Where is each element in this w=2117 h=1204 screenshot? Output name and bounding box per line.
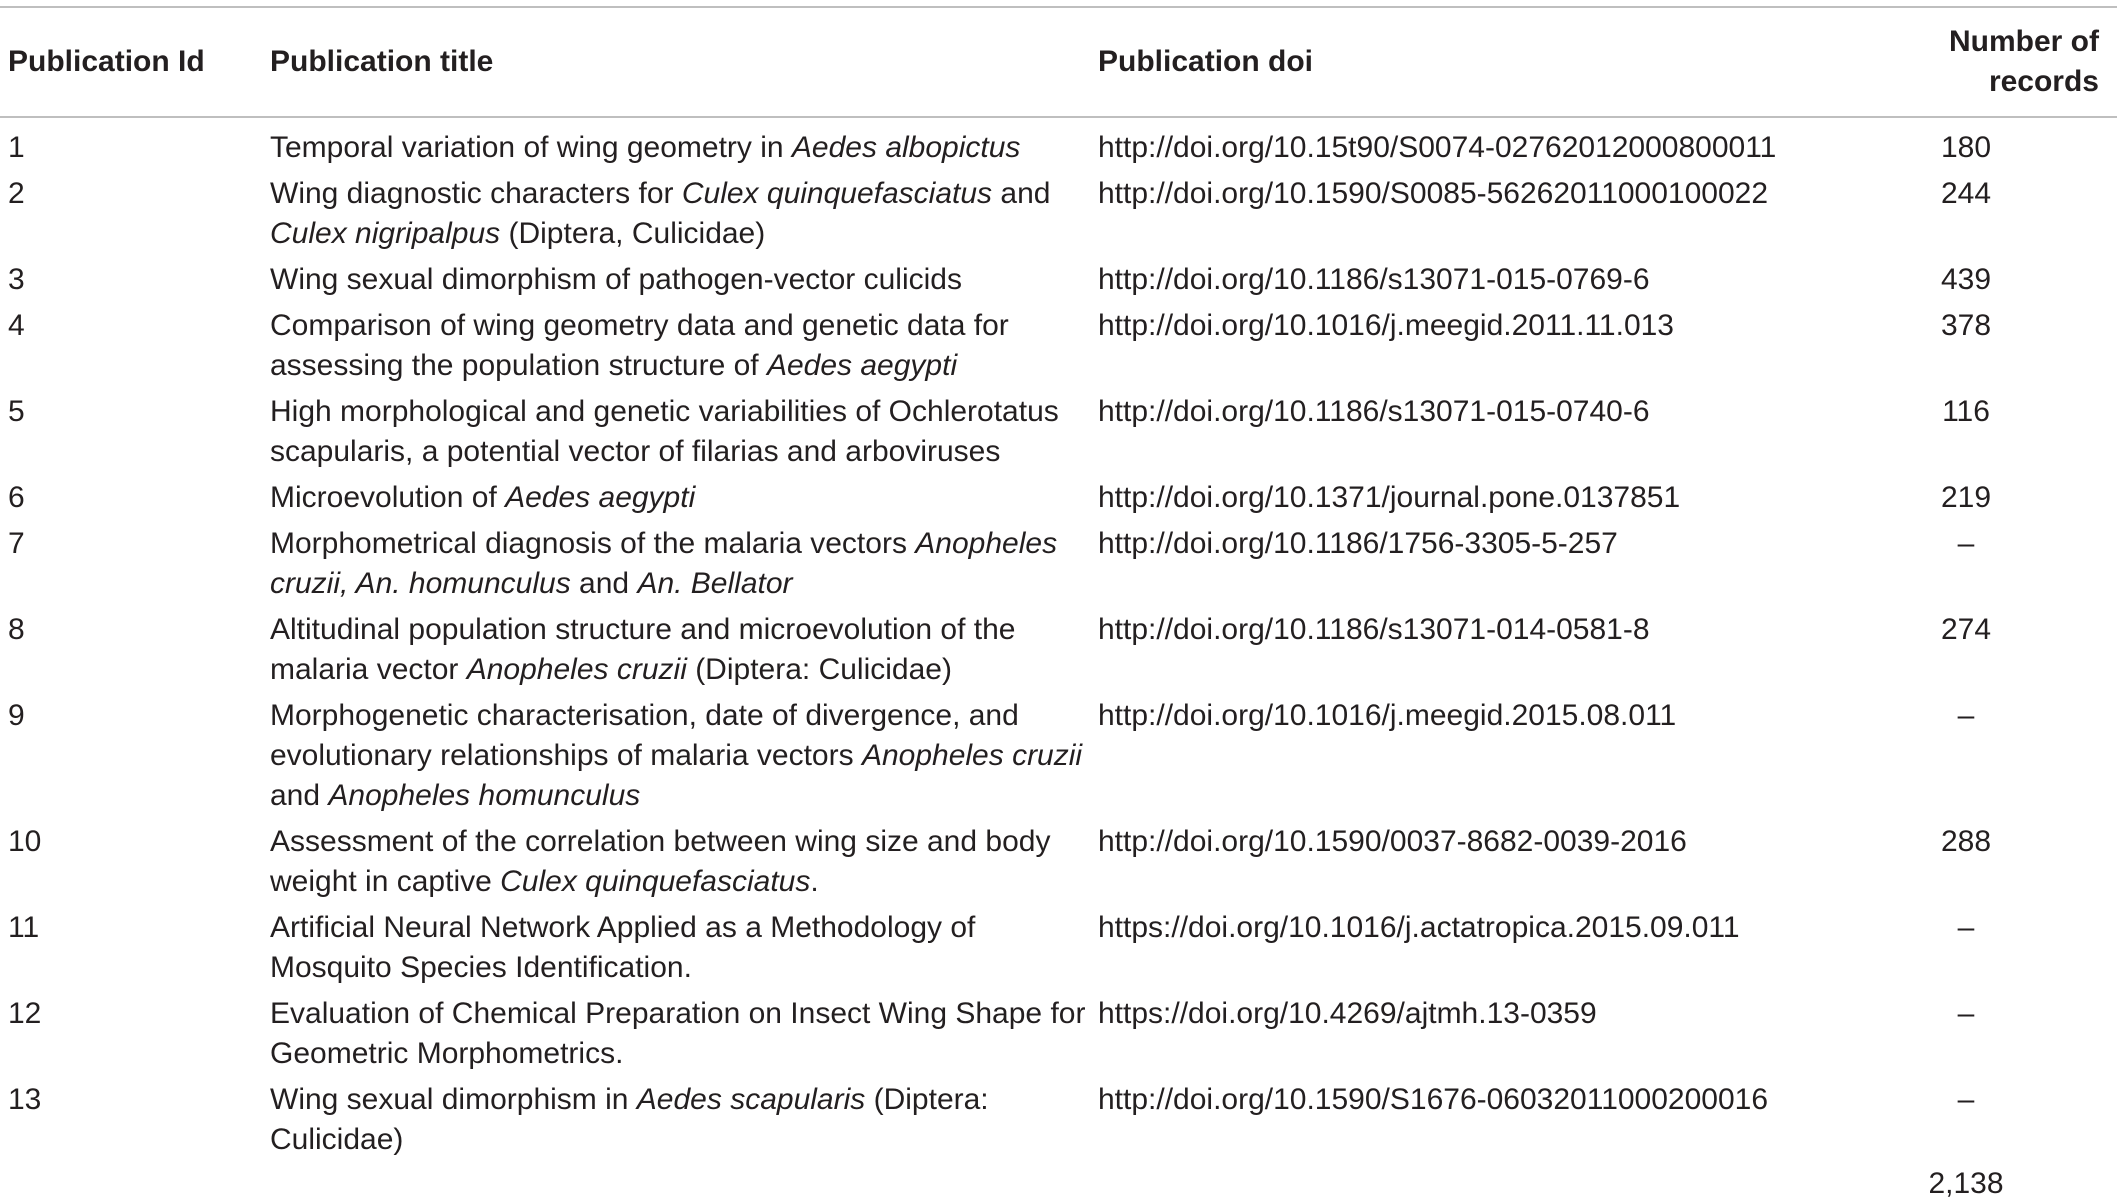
- cell-publication-doi: https://doi.org/10.4269/ajtmh.13-0359: [1098, 997, 1597, 1030]
- title-species-name: An. Bellator: [637, 567, 793, 600]
- publications-table: [0, 6, 2117, 1204]
- title-text: Morphometrical diagnosis of the malaria vectors: [270, 527, 916, 560]
- cell-publication-title: [262, 988, 1090, 1074]
- cell-publication-title: [262, 902, 1090, 988]
- cell-publication-title: [262, 816, 1090, 902]
- cell-number-of-records: –: [1957, 699, 1975, 732]
- cell-number-of-records: 439: [1940, 263, 1992, 296]
- cell-publication-id: 13: [8, 1083, 42, 1116]
- title-species-name: Aedes albopictus: [791, 131, 1021, 164]
- total-row: [0, 1160, 2117, 1204]
- cell-number-of-records: 219: [1940, 481, 1992, 514]
- cell-number-of-records: 274: [1940, 613, 1992, 646]
- total-records: 2,138: [1928, 1167, 2004, 1200]
- cell-publication-id: 10: [8, 825, 42, 858]
- table-row: [0, 300, 2117, 386]
- title-species-name: Anopheles cruzii: [861, 739, 1083, 772]
- title-text: Temporal variation of wing geometry in: [270, 131, 792, 164]
- cell-publication-doi: http://doi.org/10.1590/S1676-06032011000200016: [1098, 1083, 1769, 1116]
- cell-number-of-records: –: [1957, 911, 1975, 944]
- cell-publication-doi: http://doi.org/10.1186/s13071-014-0581-8: [1098, 613, 1650, 646]
- total-empty-cell: [262, 1160, 1090, 1204]
- cell-number-of-records: –: [1957, 527, 1975, 560]
- header-publication-id: Publication Id: [8, 45, 205, 78]
- cell-publication-title: [262, 518, 1090, 604]
- cell-number-of-records: 378: [1940, 309, 1992, 342]
- header-publication-doi: Publication doi: [1098, 45, 1313, 78]
- cell-publication-title: [262, 254, 1090, 300]
- cell-publication-doi: http://doi.org/10.15t90/S0074-02762012000800011: [1098, 131, 1777, 164]
- title-text: Wing sexual dimorphism in: [270, 1083, 637, 1116]
- table-row: [0, 816, 2117, 902]
- cell-publication-doi: http://doi.org/10.1186/s13071-015-0769-6: [1098, 263, 1650, 296]
- title-text: (Diptera: Culicidae): [270, 1083, 989, 1156]
- cell-publication-title: [262, 1074, 1090, 1160]
- title-text: and: [992, 177, 1051, 210]
- cell-publication-id: 1: [8, 131, 25, 164]
- title-text: Altitudinal population structure and microevolution of the malaria vector: [270, 613, 1016, 686]
- cell-publication-doi: https://doi.org/10.1016/j.actatropica.2015.09.011: [1098, 911, 1740, 944]
- title-text: Comparison of wing geometry data and genetic data for assessing the population structure of: [270, 309, 1009, 382]
- title-text: Assessment of the correlation between wing size and body weight in captive: [270, 825, 1051, 898]
- cell-publication-doi: http://doi.org/10.1186/s13071-015-0740-6: [1098, 395, 1650, 428]
- cell-publication-doi: http://doi.org/10.1186/1756-3305-5-257: [1098, 527, 1618, 560]
- title-text: and: [270, 779, 329, 812]
- title-text: (Diptera: Culicidae): [686, 653, 952, 686]
- total-empty-cell: [0, 1160, 262, 1204]
- cell-publication-id: 11: [8, 911, 40, 944]
- header-row: [0, 7, 2117, 117]
- table-row: [0, 254, 2117, 300]
- cell-number-of-records: 288: [1940, 825, 1992, 858]
- table-row: [0, 1074, 2117, 1160]
- title-species-name: Anopheles homunculus: [328, 779, 641, 812]
- table-row: [0, 902, 2117, 988]
- title-text: Morphogenetic characterisation, date of divergence, and evolutionary relationships of malaria vectors: [270, 699, 1019, 772]
- title-text: Artificial Neural Network Applied as a Methodology of Mosquito Species Identification.: [270, 911, 976, 984]
- table-row: [0, 690, 2117, 816]
- table-row: [0, 117, 2117, 168]
- cell-publication-doi: http://doi.org/10.1371/journal.pone.0137851: [1098, 481, 1681, 514]
- table-row: [0, 472, 2117, 518]
- title-species-name: Culex quinquefasciatus: [500, 865, 811, 898]
- cell-publication-id: 3: [8, 263, 25, 296]
- title-text: High morphological and genetic variabilities of Ochlerotatus scapularis, a potential vector of filarias and arboviruses: [270, 395, 1059, 468]
- title-text: Wing diagnostic characters for: [270, 177, 682, 210]
- cell-publication-id: 8: [8, 613, 25, 646]
- title-species-name: Aedes aegypti: [505, 481, 696, 514]
- cell-publication-id: 5: [8, 395, 25, 428]
- cell-number-of-records: 180: [1940, 131, 1992, 164]
- table-row: [0, 604, 2117, 690]
- title-text: Microevolution of: [270, 481, 506, 514]
- cell-publication-doi: http://doi.org/10.1016/j.meegid.2011.11.013: [1098, 309, 1674, 342]
- table-body: [0, 117, 2117, 1204]
- cell-number-of-records: 244: [1940, 177, 1992, 210]
- title-text: (Diptera, Culicidae): [500, 217, 766, 250]
- title-text: Wing sexual dimorphism of pathogen-vector culicids: [270, 263, 962, 296]
- cell-publication-doi: http://doi.org/10.1590/0037-8682-0039-2016: [1098, 825, 1687, 858]
- cell-publication-title: [262, 472, 1090, 518]
- cell-publication-id: 12: [8, 997, 42, 1030]
- table-row: [0, 168, 2117, 254]
- table-header: [0, 7, 2117, 117]
- cell-publication-id: 9: [8, 699, 25, 732]
- cell-number-of-records: 116: [1942, 395, 1990, 428]
- header-number-of-records: Number of records: [1949, 25, 2099, 98]
- title-species-name: Anopheles cruzii, An. homunculus: [270, 527, 1058, 600]
- cell-publication-title: [262, 690, 1090, 816]
- title-text: and: [570, 567, 638, 600]
- cell-publication-id: 7: [8, 527, 25, 560]
- title-species-name: Aedes scapularis: [636, 1083, 866, 1116]
- title-species-name: Culex nigripalpus: [270, 217, 501, 250]
- header-publication-title: Publication title: [270, 45, 494, 78]
- cell-publication-title: [262, 117, 1090, 168]
- table-row: [0, 988, 2117, 1074]
- title-species-name: Anopheles cruzii: [466, 653, 687, 686]
- cell-number-of-records: –: [1957, 997, 1975, 1030]
- cell-publication-id: 4: [8, 309, 25, 342]
- cell-publication-title: [262, 168, 1090, 254]
- cell-publication-id: 6: [8, 481, 25, 514]
- cell-publication-id: 2: [8, 177, 25, 210]
- cell-publication-doi: http://doi.org/10.1590/S0085-56262011000100022: [1098, 177, 1769, 210]
- total-empty-cell: [1090, 1160, 1855, 1204]
- cell-number-of-records: –: [1957, 1083, 1975, 1116]
- title-species-name: Aedes aegypti: [766, 349, 958, 382]
- title-species-name: Culex quinquefasciatus: [681, 177, 993, 210]
- title-text: .: [810, 865, 819, 898]
- table-row: [0, 386, 2117, 472]
- cell-publication-title: [262, 386, 1090, 472]
- cell-publication-title: [262, 300, 1090, 386]
- table-row: [0, 518, 2117, 604]
- cell-publication-title: [262, 604, 1090, 690]
- cell-publication-doi: http://doi.org/10.1016/j.meegid.2015.08.011: [1098, 699, 1677, 732]
- title-text: Evaluation of Chemical Preparation on Insect Wing Shape for Geometric Morphometrics.: [270, 997, 1086, 1070]
